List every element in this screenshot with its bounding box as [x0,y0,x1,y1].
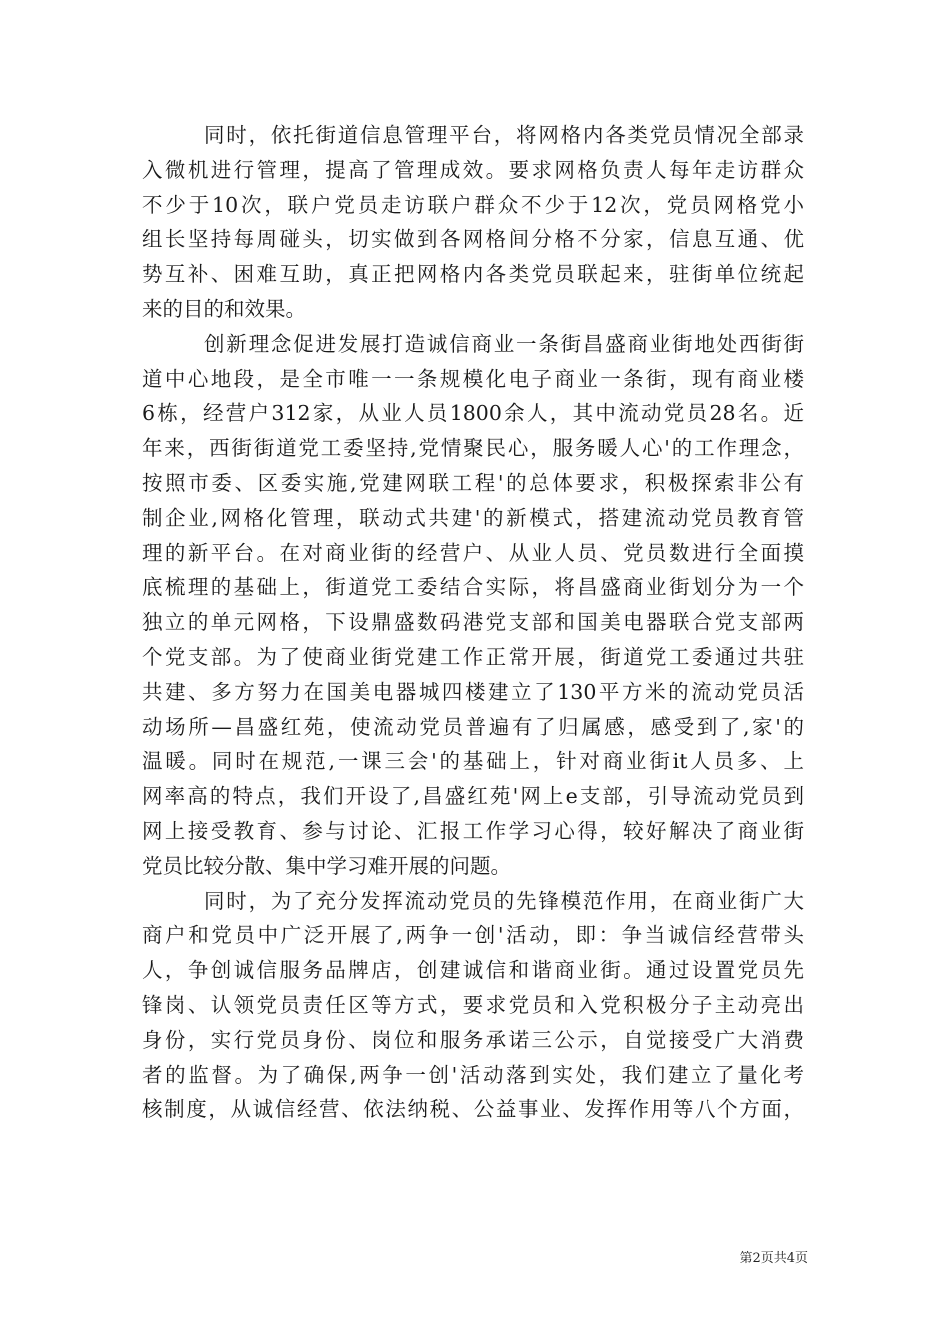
text-line: 共建、多方努力在国美电器城四楼建立了130平方米的流动党员活 [142,679,804,704]
text-line: 商户和党员中广泛开展了,两争一创'活动，即：争当诚信经营带头 [142,923,804,948]
text-line: 底梳理的基础上，街道党工委结合实际，将昌盛商业街划分为一个 [142,575,804,600]
text-line: 网上接受教育、参与讨论、汇报工作学习心得，较好解决了商业街 [142,818,804,843]
text-line: 不少于10次，联户党员走访联户群众不少于12次，党员网格党小 [142,192,804,217]
text-line: 人，争创诚信服务品牌店，创建诚信和谐商业街。通过设置党员先 [142,958,804,983]
text-line: 核制度，从诚信经营、依法纳税、公益事业、发挥作用等八个方面， [142,1097,804,1122]
text-line: 按照市委、区委实施,党建网联工程'的总体要求，积极探索非公有 [142,470,804,495]
text-line: 组长坚持每周碰头，切实做到各网格间分格不分家，信息互通、优 [142,227,804,252]
text-line: 网率高的特点，我们开设了,昌盛红苑'网上e支部，引导流动党员到 [142,784,804,809]
document-body [142,118,804,1127]
text-line: 制企业,网格化管理，联动式共建'的新模式，搭建流动党员教育管 [142,505,804,530]
text-line: 道中心地段，是全市唯一一条规模化电子商业一条街，现有商业楼 [142,366,804,391]
text-line: 者的监督。为了确保,两争一创'活动落到实处，我们建立了量化考 [142,1062,804,1087]
page-number: 第2页共4页 [739,1251,808,1266]
text-line: 6栋，经营户312家，从业人员1800余人，其中流动党员28名。近 [142,401,804,426]
text-line: 势互补、困难互助，真正把网格内各类党员联起来，驻街单位统起 [142,262,804,287]
text-line: 同时，为了充分发挥流动党员的先锋模范作用，在商业街广大 [204,888,804,913]
text-line: 身份，实行党员身份、岗位和服务承诺三公示，自觉接受广大消费 [142,1027,804,1052]
text-line: 动场所—昌盛红苑，使流动党员普遍有了归属感，感受到了,家'的 [142,714,804,739]
text-line: 党员比较分散、集中学习难开展的问题。 [142,853,511,878]
text-line: 创新理念促进发展打造诚信商业一条街昌盛商业街地处西街街 [204,331,804,356]
text-line: 锋岗、认领党员责任区等方式，要求党员和入党积极分子主动亮出 [142,992,804,1017]
text-line: 理的新平台。在对商业街的经营户、从业人员、党员数进行全面摸 [142,540,804,565]
text-line: 年来，西街街道党工委坚持,党情聚民心，服务暖人心'的工作理念， [142,436,804,461]
text-line: 个党支部。为了使商业街党建工作正常开展，街道党工委通过共驻 [142,644,804,669]
text-line: 温暖。同时在规范,一课三会'的基础上，针对商业街it人员多、上 [142,749,804,774]
text-line: 独立的单元网格，下设鼎盛数码港党支部和国美电器联合党支部两 [142,610,804,635]
text-line: 入微机进行管理，提高了管理成效。要求网格负责人每年走访群众 [142,157,804,182]
text-line: 同时，依托街道信息管理平台，将网格内各类党员情况全部录 [204,123,804,147]
text-line: 来的目的和效果。 [142,296,306,321]
